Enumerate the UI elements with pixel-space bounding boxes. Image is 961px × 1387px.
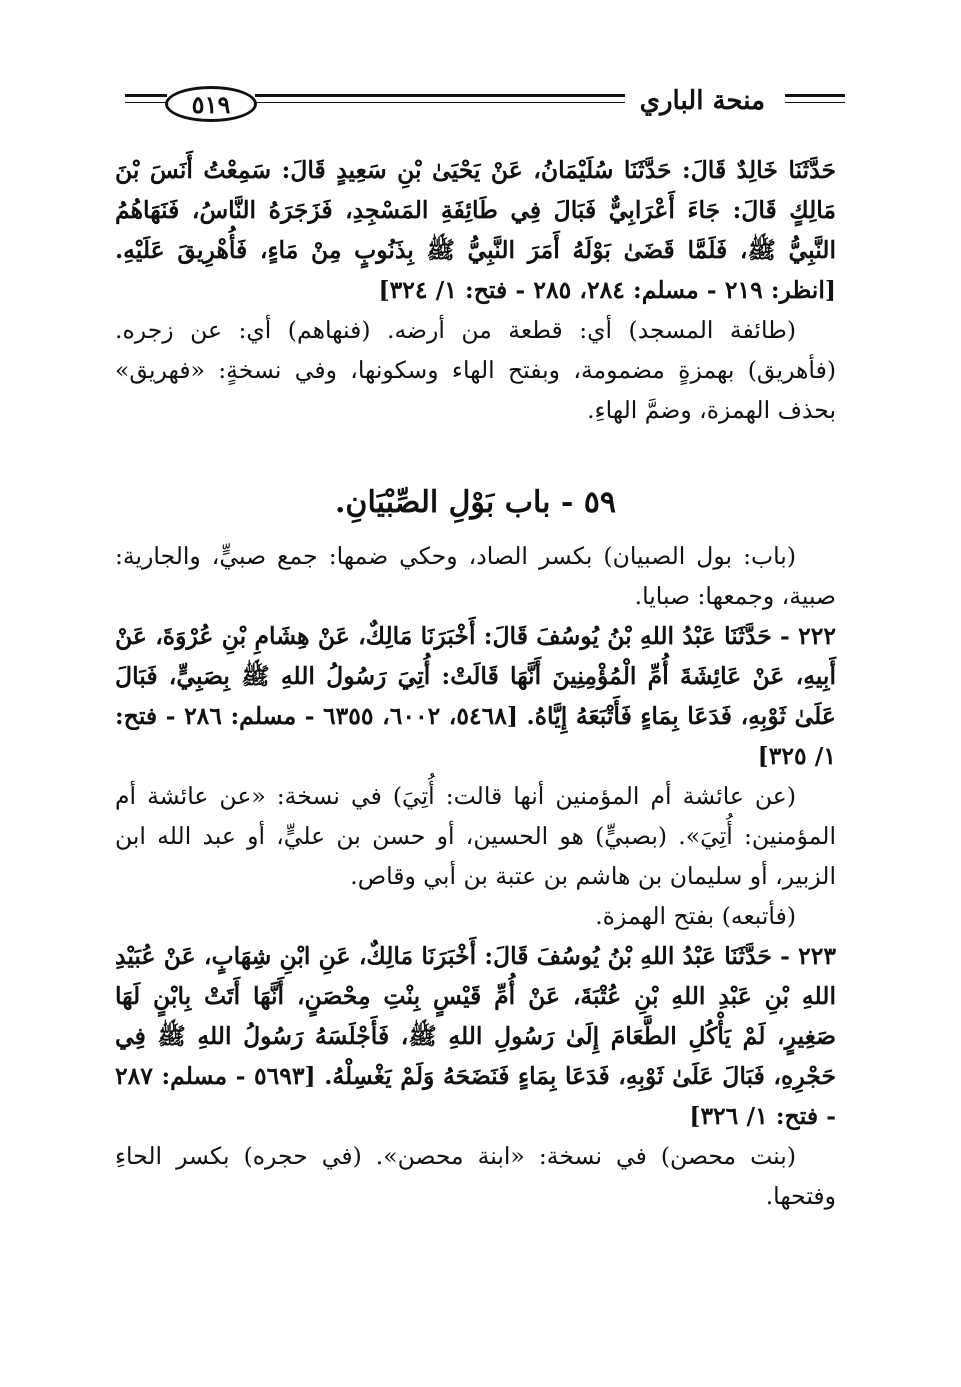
header-rule-left-bottom bbox=[125, 102, 167, 103]
hadith-paragraph: ٢٢٣ - حَدَّثَنَا عَبْدُ اللهِ بْنُ يُوسُفَ قَالَ: أَخْبَرَنَا مَالِكٌ، عَنِ ابْنِ شِهَابٍ، عَنْ عُبَيْدِ اللهِ بْنِ عَبْدِ اللهِ بْنِ عُتْبَةَ، عَنْ أُمِّ قَيْسٍ بِنْتِ مِحْصَنٍ، أَنَّهَا أَتَتْ بِابْنٍ لَهَا صَغِيرٍ، لَمْ يَأْكُلِ الطَّعَامَ إِلَىٰ رَسُولِ اللهِ ﷺ، فَأَجْلَسَهُ رَسُولُ اللهِ ﷺ فِي حَجْرِهِ، فَبَالَ عَلَىٰ ثَوْبِهِ، فَدَعَا بِمَاءٍ فَنَضَحَهُ وَلَمْ يَغْسِلْهُ. [٥٦٩٣ - مسلم: ٢٨٧ - فتح: ١/ ٣٢٦] bbox=[115, 942, 836, 1130]
book-title: منحة الباري bbox=[639, 86, 765, 116]
header-rule-right-bottom bbox=[785, 102, 845, 103]
hadith-paragraph: ٢٢٢ - حَدَّثَنَا عَبْدُ اللهِ بْنُ يُوسُفَ قَالَ: أَخْبَرَنَا مَالِكٌ، عَنْ هِشَامِ بْنِ عُرْوَةَ، عَنْ أَبِيهِ، عَنْ عَائِشَةَ أُمِّ الْمُؤْمِنِينَ أَنَّهَا قَالَتْ: أُتِيَ رَسُولُ اللهِ ﷺ بِصَبِيٍّ، فَبَالَ عَلَىٰ ثَوْبِهِ، فَدَعَا بِمَاءٍ فَأَتْبَعَهُ إِيَّاهُ. [٥٤٦٨، ٦٠٠٢، ٦٣٥٥ - مسلم: ٢٨٦ - فتح: ١/ ٣٢٥] bbox=[115, 622, 836, 770]
page-number: ٥١٩ bbox=[165, 86, 257, 122]
header-rule-right-top bbox=[785, 94, 845, 97]
header-rule-middle-top bbox=[255, 94, 625, 97]
commentary-paragraph: (بنت محصن) في نسخة: «ابنة محصن». (في حجره) بكسر الحاءِ وفتحها. bbox=[115, 1142, 836, 1210]
chapter-heading: ٥٩ - باب بَوْلِ الصِّبْيَانِ. bbox=[334, 485, 617, 520]
header-rule-middle-bottom bbox=[255, 102, 625, 103]
commentary-paragraph: (طائفة المسجد) أي: قطعة من أرضه. (فنهاهم) أي: عن زجره. (فأهريق) بهمزةٍ مضمومة، وبفتح الهاء وسكونها، وفي نسخةٍ: «فهريق» بحذف الهمزة، وضمَّ الهاءِ. bbox=[115, 316, 836, 424]
header-rule-left-top bbox=[125, 94, 167, 97]
page-header bbox=[125, 80, 845, 128]
page-body bbox=[115, 150, 836, 1216]
commentary-paragraph: (عن عائشة أم المؤمنين أنها قالت: أُتِيَ) في نسخة: «عن عائشة أم المؤمنين: أُتِيَ». (بصبيٍّ) هو الحسين، أو حسن بن عليٍّ، أو عبد الله ابن الزبير، أو سليمان بن هاشم بن عتبة بن أبي وقاص. bbox=[115, 782, 836, 890]
hadith-paragraph: حَدَّثَنَا خَالِدٌ قَالَ: حَدَّثَنَا سُلَيْمَانُ، عَنْ يَحْيَىٰ بْنِ سَعِيدٍ قَالَ: سَمِعْتُ أَنَسَ بْنَ مَالِكٍ قَالَ: جَاءَ أَعْرَابِيٌّ فَبَالَ فِي طَائِفَةِ المَسْجِدِ، فَزَجَرَهُ النَّاسُ، فَنَهَاهُمُ النَّبِيُّ ﷺ، فَلَمَّا قَضَىٰ بَوْلَهُ أَمَرَ النَّبِيُّ ﷺ بِذَنُوبٍ مِنْ مَاءٍ، فَأُهْرِيقَ عَلَيْهِ. [انظر: ٢١٩ - مسلم: ٢٨٤، ٢٨٥ - فتح: ١/ ٣٢٤] bbox=[115, 156, 836, 304]
commentary-paragraph: (فأتبعه) بفتح الهمزة. bbox=[595, 902, 796, 930]
commentary-paragraph: (باب: بول الصبيان) بكسر الصاد، وحكي ضمها: جمع صبيٍّ، والجارية: صبية، وجمعها: صبايا. bbox=[115, 542, 836, 610]
